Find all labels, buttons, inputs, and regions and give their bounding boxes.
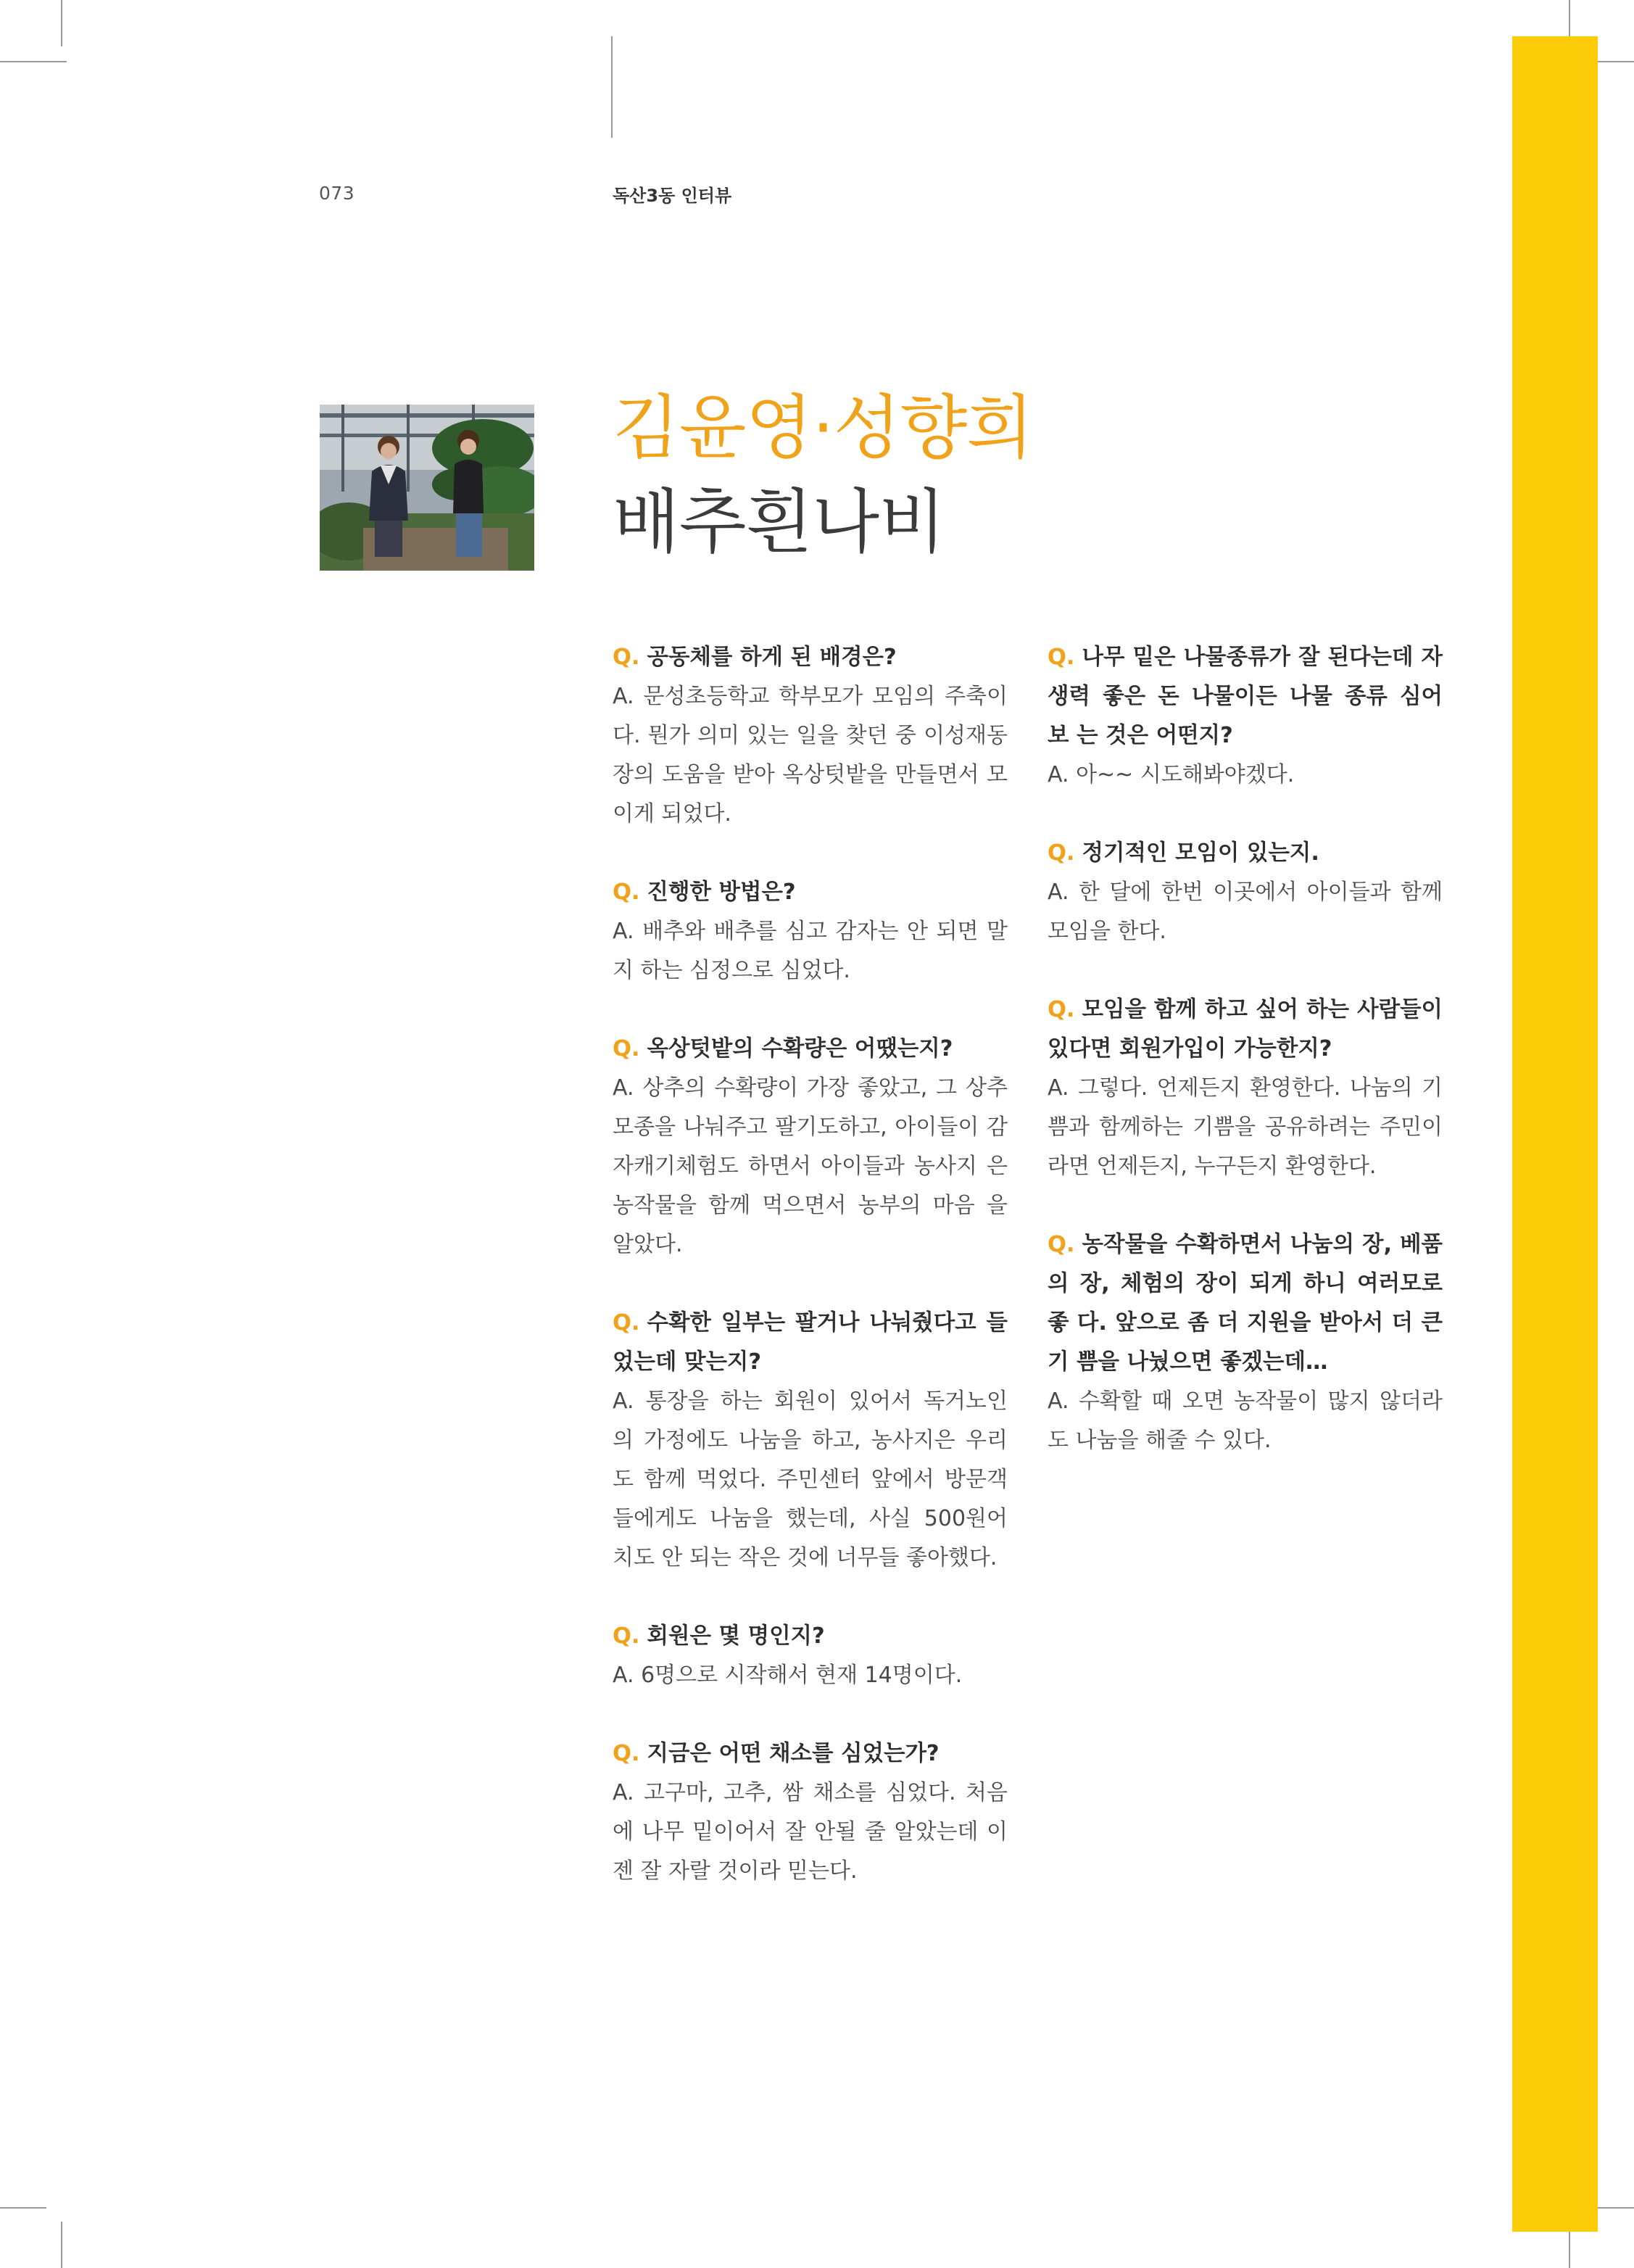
answer: A. 수확할 때 오면 농작물이 많지 않더라 도 나눔을 해줄 수 있다.	[1048, 1388, 1443, 1453]
answer: A. 한 달에 한번 이곳에서 아이들과 함께 모임을 한다.	[1048, 880, 1443, 944]
crop-mark	[61, 2222, 62, 2268]
section-title: 독산3동 인터뷰	[613, 186, 732, 206]
qa-item	[613, 1304, 1008, 1578]
question-text: 농작물을 수확하면서 나눔의 장, 베품 의 장, 체험의 장이 되게 하니 여러모로 좋 다. 앞으로 좀 더 지원을 받아서 더 큰 기 쁨을 나눴으면 좋겠는데…	[1048, 1232, 1443, 1375]
answer: A. 6명으로 시작해서 현재 14명이다.	[613, 1663, 963, 1688]
qa-column-left	[613, 638, 1008, 1930]
question	[1048, 990, 1443, 1069]
question-text: 나무 밑은 나물종류가 잘 된다는데 자 생력 좋은 돈 나물이든 나물 종류 심어 보 는 것은 어떤지?	[1048, 645, 1443, 748]
question	[613, 873, 1008, 912]
crop-mark	[1592, 2207, 1634, 2209]
q-mark: Q.	[1048, 840, 1075, 866]
question-text: 수확한 일부는 팔거나 나눠줬다고 들었는데 맞는지?	[613, 1310, 1008, 1375]
q-mark: Q.	[613, 1623, 640, 1649]
interviewee-names: 김윤영·성향희	[613, 387, 1033, 468]
q-mark: Q.	[613, 645, 640, 670]
answer: A. 상추의 수확량이 가장 좋았고, 그 상추 모종을 나눠주고 팔기도하고, 아이들이 감자캐기체험도 하면서 아이들과 농사지 은 농작물을 함께 먹으면서 농부의 마음 을 알았다.	[613, 1075, 1008, 1257]
q-mark: Q.	[1048, 997, 1075, 1022]
group-name: 배추흰나비	[613, 481, 945, 563]
answer: A. 그렇다. 언제든지 환영한다. 나눔의 기 쁨과 함께하는 기쁨을 공유하려는 주민이 라면 언제든지, 누구든지 환영한다.	[1048, 1075, 1443, 1179]
question-text: 공동체를 하게 된 배경은?	[647, 645, 897, 670]
q-mark: Q.	[613, 880, 640, 905]
crop-mark	[0, 61, 67, 62]
qa-item	[1048, 638, 1443, 795]
qa-item	[613, 873, 1008, 990]
question	[613, 638, 1008, 677]
answer: A. 문성초등학교 학부모가 모임의 주축이 다. 뭔가 의미 있는 일을 찾던 중 이성재동 장의 도움을 받아 옥상텃밭을 만들면서 모 이게 되었다.	[613, 684, 1008, 827]
question	[613, 1734, 1008, 1774]
qa-item	[1048, 834, 1443, 951]
crop-mark	[611, 36, 613, 138]
q-mark: Q.	[1048, 645, 1075, 670]
qa-column-right	[1048, 638, 1443, 1499]
page-number: 073	[319, 183, 355, 204]
crop-mark	[0, 2207, 46, 2209]
answer: A. 고구마, 고추, 쌈 채소를 심었다. 처음에 나무 밑이어서 잘 안될 줄 알았는데 이젠 잘 자랄 것이라 믿는다.	[613, 1780, 1008, 1884]
question	[1048, 638, 1443, 756]
question-text: 회원은 몇 명인지?	[647, 1623, 825, 1649]
question	[613, 1304, 1008, 1382]
crop-mark	[61, 0, 62, 46]
q-mark: Q.	[613, 1741, 640, 1766]
q-mark: Q.	[613, 1036, 640, 1061]
interviewee-photo	[320, 405, 534, 571]
side-color-bar	[1512, 36, 1598, 2232]
qa-item	[613, 1734, 1008, 1891]
question-text: 옥상텃밭의 수확량은 어땠는지?	[647, 1036, 953, 1061]
qa-item	[613, 1617, 1008, 1695]
question-text: 모임을 함께 하고 싶어 하는 사람들이 있다면 회원가입이 가능한지?	[1048, 997, 1443, 1061]
crop-mark	[1592, 61, 1634, 62]
answer: A. 배추와 배추를 심고 감자는 안 되면 말 지 하는 심정으로 심었다.	[613, 919, 1008, 983]
q-mark: Q.	[613, 1310, 640, 1336]
qa-item	[613, 1030, 1008, 1265]
q-mark: Q.	[1048, 1232, 1075, 1257]
question-text: 정기적인 모임이 있는지.	[1082, 840, 1319, 866]
question	[1048, 1225, 1443, 1382]
question-text: 지금은 어떤 채소를 심었는가?	[647, 1741, 940, 1766]
question-text: 진행한 방법은?	[647, 880, 796, 905]
question	[1048, 834, 1443, 873]
answer: A. 통장을 하는 회원이 있어서 독거노인 의 가정에도 나눔을 하고, 농사지은 우리 도 함께 먹었다. 주민센터 앞에서 방문객 들에게도 나눔을 했는데, 사실 500원어 치도 안 되는 작은 것에 너무들 좋아했다.	[613, 1388, 1008, 1570]
qa-item	[613, 638, 1008, 834]
question	[613, 1617, 1008, 1656]
qa-item	[1048, 990, 1443, 1186]
question	[613, 1030, 1008, 1069]
answer: A. 아~~ 시도해봐야겠다.	[1048, 762, 1295, 787]
qa-item	[1048, 1225, 1443, 1460]
